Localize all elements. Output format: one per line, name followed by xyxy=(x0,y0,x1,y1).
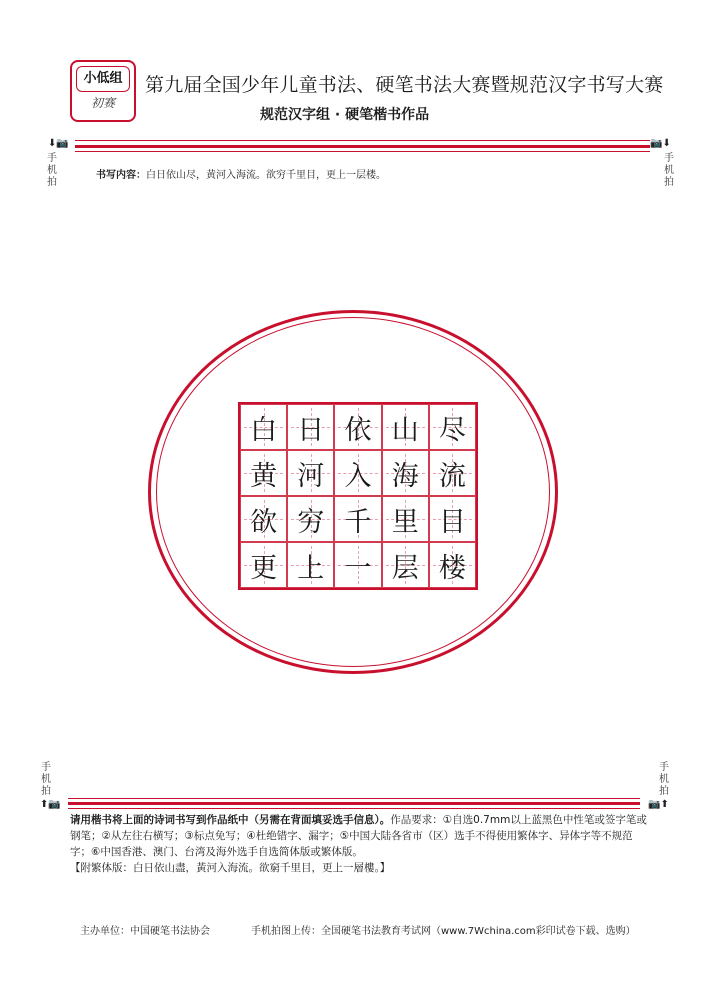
grid-cell: 一 xyxy=(334,542,381,588)
footer-organizer: 主办单位：中国硬笔书法协会 xyxy=(80,926,210,937)
badge-round-label: 初赛 xyxy=(90,96,115,110)
instructions-lead: 请用楷书将上面的诗词书写到作品纸中（另需在背面填妥选手信息）。 xyxy=(70,814,391,826)
grid-cell: 更 xyxy=(240,542,287,588)
grid-cell: 千 xyxy=(334,496,381,542)
instructions-traditional: 【附繁体版：白日依山盡，黃河入海流。欲窮千里目，更上一層樓。】 xyxy=(70,862,391,874)
grid-cell: 里 xyxy=(382,496,429,542)
grid-cell: 入 xyxy=(334,450,381,496)
bottom-divider-thick xyxy=(68,802,640,805)
grid-cell: 上 xyxy=(287,542,334,588)
writing-content xyxy=(96,166,386,181)
grid-cell: 依 xyxy=(334,404,381,450)
camera-marker-top-left-icon: ⬇📷 xyxy=(48,138,69,149)
phone-label-bottom-right: 手 机 拍 xyxy=(659,762,669,797)
instructions xyxy=(70,812,650,876)
bottom-divider-thin xyxy=(68,798,640,799)
grid-cell: 河 xyxy=(287,450,334,496)
grid-cell: 白 xyxy=(240,404,287,450)
top-divider-thin-lower xyxy=(75,151,650,152)
writing-content-label: 书写内容： xyxy=(96,170,146,181)
camera-marker-bottom-left-icon: ⬆📷 xyxy=(40,799,61,810)
character-grid xyxy=(238,402,478,590)
camera-marker-top-right-icon: 📷⬇ xyxy=(650,138,671,149)
footer-upload-info: 手机拍图上传：全国硬笔书法教育考试网（www.7Wchina.com彩印试卷下载、选购） xyxy=(251,926,636,937)
group-badge xyxy=(70,60,136,122)
writing-content-text: 白日依山尽，黄河入海流。欲穷千里目，更上一层楼。 xyxy=(146,170,386,181)
phone-label-top-left: 手 机 拍 xyxy=(47,153,57,188)
grid-cell: 山 xyxy=(382,404,429,450)
grid-cell: 日 xyxy=(287,404,334,450)
grid-cell: 流 xyxy=(429,450,476,496)
camera-marker-bottom-right-icon: 📷⬆ xyxy=(648,799,669,810)
grid-cell: 目 xyxy=(429,496,476,542)
top-divider-thick xyxy=(75,145,650,148)
grid-cell: 欲 xyxy=(240,496,287,542)
page-title: 第九届全国少年儿童书法、硬笔书法大赛暨规范汉字书写大赛 xyxy=(145,74,664,96)
grid-cell: 楼 xyxy=(429,542,476,588)
grid-cell: 层 xyxy=(382,542,429,588)
phone-label-top-right: 手 机 拍 xyxy=(664,153,674,188)
grid-cell: 黄 xyxy=(240,450,287,496)
bottom-divider-thin-lower xyxy=(68,808,640,809)
top-divider-thin xyxy=(75,140,650,141)
grid-cell: 尽 xyxy=(429,404,476,450)
grid-cell: 海 xyxy=(382,450,429,496)
page-subtitle: 规范汉字组 · 硬笔楷书作品 xyxy=(260,107,430,123)
badge-group-label: 小低组 xyxy=(76,66,130,92)
instructions-body: 作品要求：①自选0.7mm以上蓝黑色中性笔或签字笔或钢笔；②从左往右横写；③标点免写；④杜绝错字、漏字；⑤中国大陆各省市（区）选手不得使用繁体字、异体字等不规范字；⑥中国香港、澳门、台湾及海外选手自选简体版或繁体版。 xyxy=(70,814,647,858)
grid-cell: 穷 xyxy=(287,496,334,542)
phone-label-bottom-left: 手 机 拍 xyxy=(41,762,51,797)
